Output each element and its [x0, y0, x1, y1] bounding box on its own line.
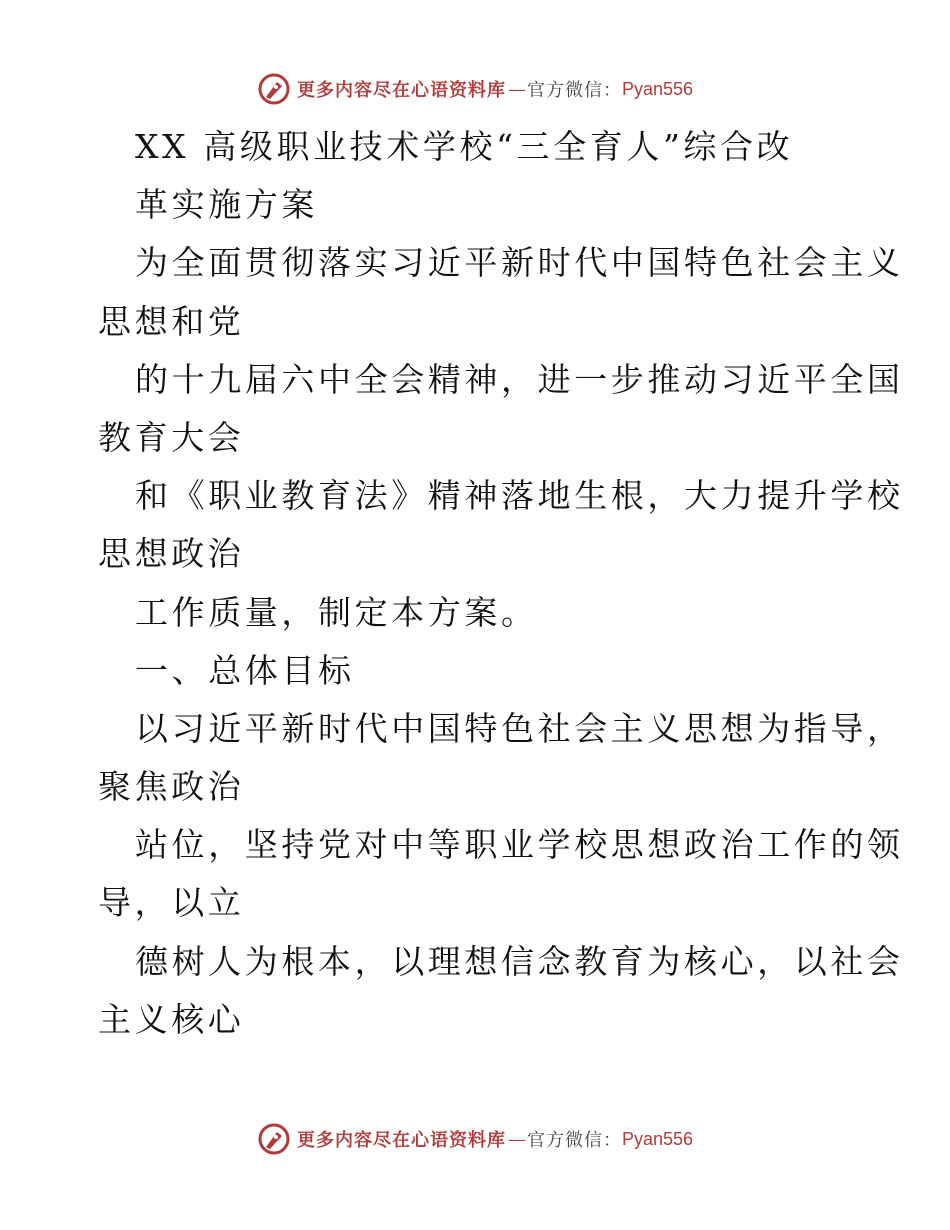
- document-body: [98, 118, 904, 1049]
- watermark-site-text: 更多内容尽在心语资料库: [296, 1130, 506, 1151]
- paragraph-line: 的十九届六中全会精神，进一步推动习近平全国: [135, 359, 904, 399]
- watermark-label: 官方微信：: [526, 80, 622, 101]
- footer-watermark: [0, 1122, 950, 1156]
- paragraph-line: 聚焦政治: [98, 767, 245, 807]
- doc-title-line-1: XX 高级职业技术学校“三全育人”综合改: [135, 127, 794, 166]
- paragraph-line: 导，以立: [98, 883, 245, 923]
- paragraph-line: 主义核心: [98, 999, 245, 1039]
- paragraph-line: 思想和党: [98, 301, 245, 341]
- header-watermark: [0, 72, 950, 106]
- paragraph-line: 德树人为根本，以理想信念教育为核心，以社会: [135, 941, 904, 981]
- paragraph-line: 工作质量，制定本方案。: [135, 592, 538, 632]
- watermark-label: 官方微信：: [526, 1130, 622, 1151]
- doc-title-line-2: 革实施方案: [135, 185, 318, 225]
- pen-nib-circle-icon: [257, 72, 291, 106]
- paragraph-line: 和《职业教育法》精神落地生根，大力提升学校: [135, 476, 904, 516]
- watermark-site-text: 更多内容尽在心语资料库: [296, 80, 506, 101]
- paragraph-line: 为全面贯彻落实习近平新时代中国特色社会主义: [135, 243, 904, 283]
- pen-nib-circle-icon: [257, 1122, 291, 1156]
- watermark-wechat-id: Pyan556: [621, 78, 694, 99]
- paragraph-line: 教育大会: [98, 417, 245, 457]
- section-heading: 一、总体目标: [135, 650, 355, 690]
- paragraph-line: 站位，坚持党对中等职业学校思想政治工作的领: [135, 825, 904, 865]
- watermark-wechat-id: Pyan556: [621, 1128, 694, 1149]
- watermark-separator: —: [507, 78, 525, 100]
- paragraph-line: 以习近平新时代中国特色社会主义思想为指导，: [135, 708, 904, 748]
- paragraph-line: 思想政治: [98, 534, 245, 574]
- watermark-separator: —: [507, 1128, 525, 1150]
